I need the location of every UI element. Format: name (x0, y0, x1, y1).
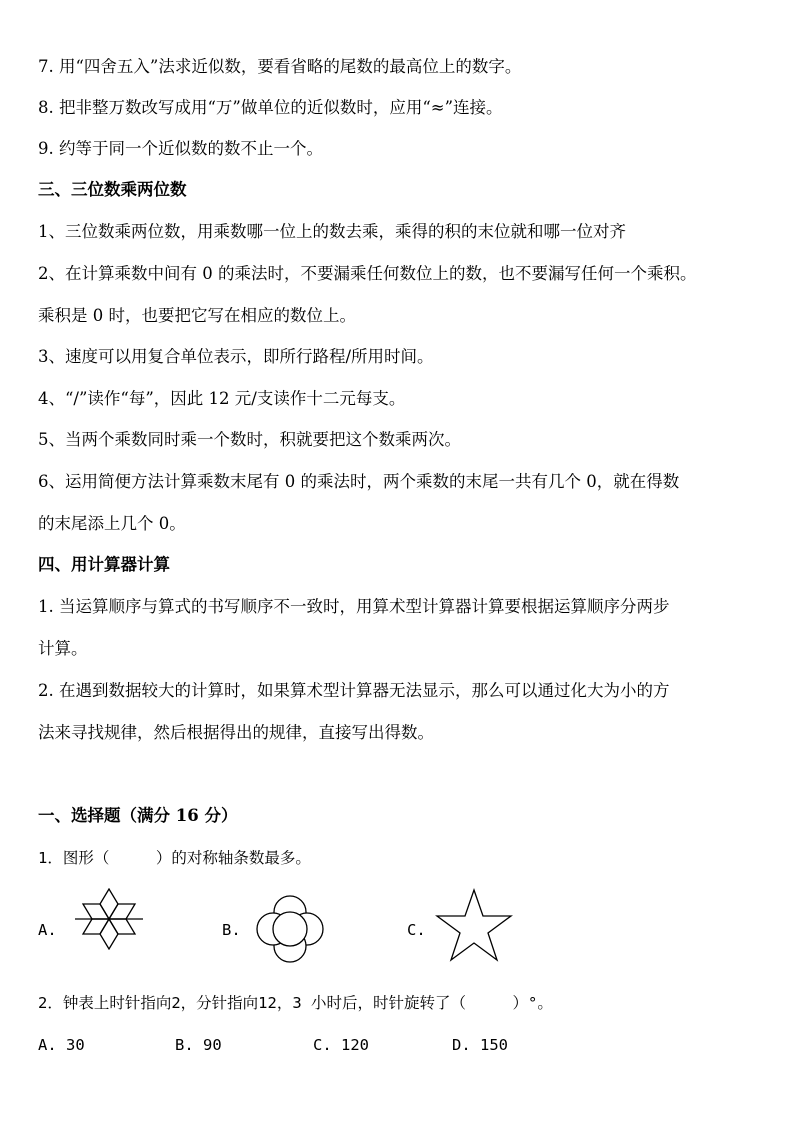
q2-option-d[interactable]: D. 150 (452, 1036, 508, 1054)
s3-item-6-line2: 的末尾添上几个 0。 (38, 514, 186, 533)
section3-title: 三、三位数乘两位数 (38, 180, 187, 199)
s3-item-5: 5、当两个乘数同时乘一个数时，积就要把这个数乘两次。 (38, 430, 461, 449)
question-2-stem: 2．钟表上时针指向2，分针指向12，3 小时后，时针旋转了（ ）°。 (38, 994, 553, 1012)
four-circle-flower-icon (255, 894, 325, 964)
note-item-7: 7. 用“四舍五入”法求近似数，要看省略的尾数的最高位上的数字。 (38, 57, 522, 76)
question-1-stem: 1．图形（ ）的对称轴条数最多。 (38, 849, 311, 867)
q1-option-a-label[interactable]: A. (38, 921, 57, 939)
six-rhombus-star-icon (74, 888, 144, 950)
s3-item-3: 3、速度可以用复合单位表示，即所行路程/所用时间。 (38, 347, 434, 366)
five-point-star-icon (435, 888, 513, 962)
q2-option-b[interactable]: B. 90 (175, 1036, 222, 1054)
q2-option-a[interactable]: A. 30 (38, 1036, 85, 1054)
s4-item-1-line1: 1. 当运算顺序与算式的书写顺序不一致时，用算术型计算器计算要根据运算顺序分两步 (38, 597, 670, 616)
section4-title: 四、用计算器计算 (38, 555, 170, 574)
q1-option-c-label[interactable]: C. (407, 921, 426, 939)
s4-item-2-line1: 2. 在遇到数据较大的计算时，如果算术型计算器无法显示，那么可以通过化大为小的方 (38, 681, 670, 700)
s3-item-4: 4、“/”读作“每”，因此 12 元/支读作十二元每支。 (38, 389, 406, 408)
s3-item-6-line1: 6、运用简便方法计算乘数末尾有 0 的乘法时，两个乘数的末尾一共有几个 0，就在得数 (38, 472, 680, 491)
s3-item-1: 1、三位数乘两位数，用乘数哪一位上的数去乘，乘得的积的末位就和哪一位对齐 (38, 222, 626, 241)
s4-item-2-line2: 法来寻找规律，然后根据得出的规律，直接写出得数。 (38, 723, 434, 742)
s3-item-2-line2: 乘积是 0 时，也要把它写在相应的数位上。 (38, 306, 356, 325)
note-item-9: 9. 约等于同一个近似数的数不止一个。 (38, 139, 323, 158)
q2-option-c[interactable]: C. 120 (313, 1036, 369, 1054)
note-item-8: 8. 把非整万数改写成用“万”做单位的近似数时，应用“≈”连接。 (38, 98, 503, 117)
s4-item-1-line2: 计算。 (38, 639, 88, 658)
q1-option-b-label[interactable]: B. (222, 921, 241, 939)
exam-section-title: 一、选择题（满分 16 分） (38, 806, 238, 825)
s3-item-2-line1: 2、在计算乘数中间有 0 的乘法时，不要漏乘任何数位上的数，也不要漏写任何一个乘积。 (38, 264, 697, 283)
